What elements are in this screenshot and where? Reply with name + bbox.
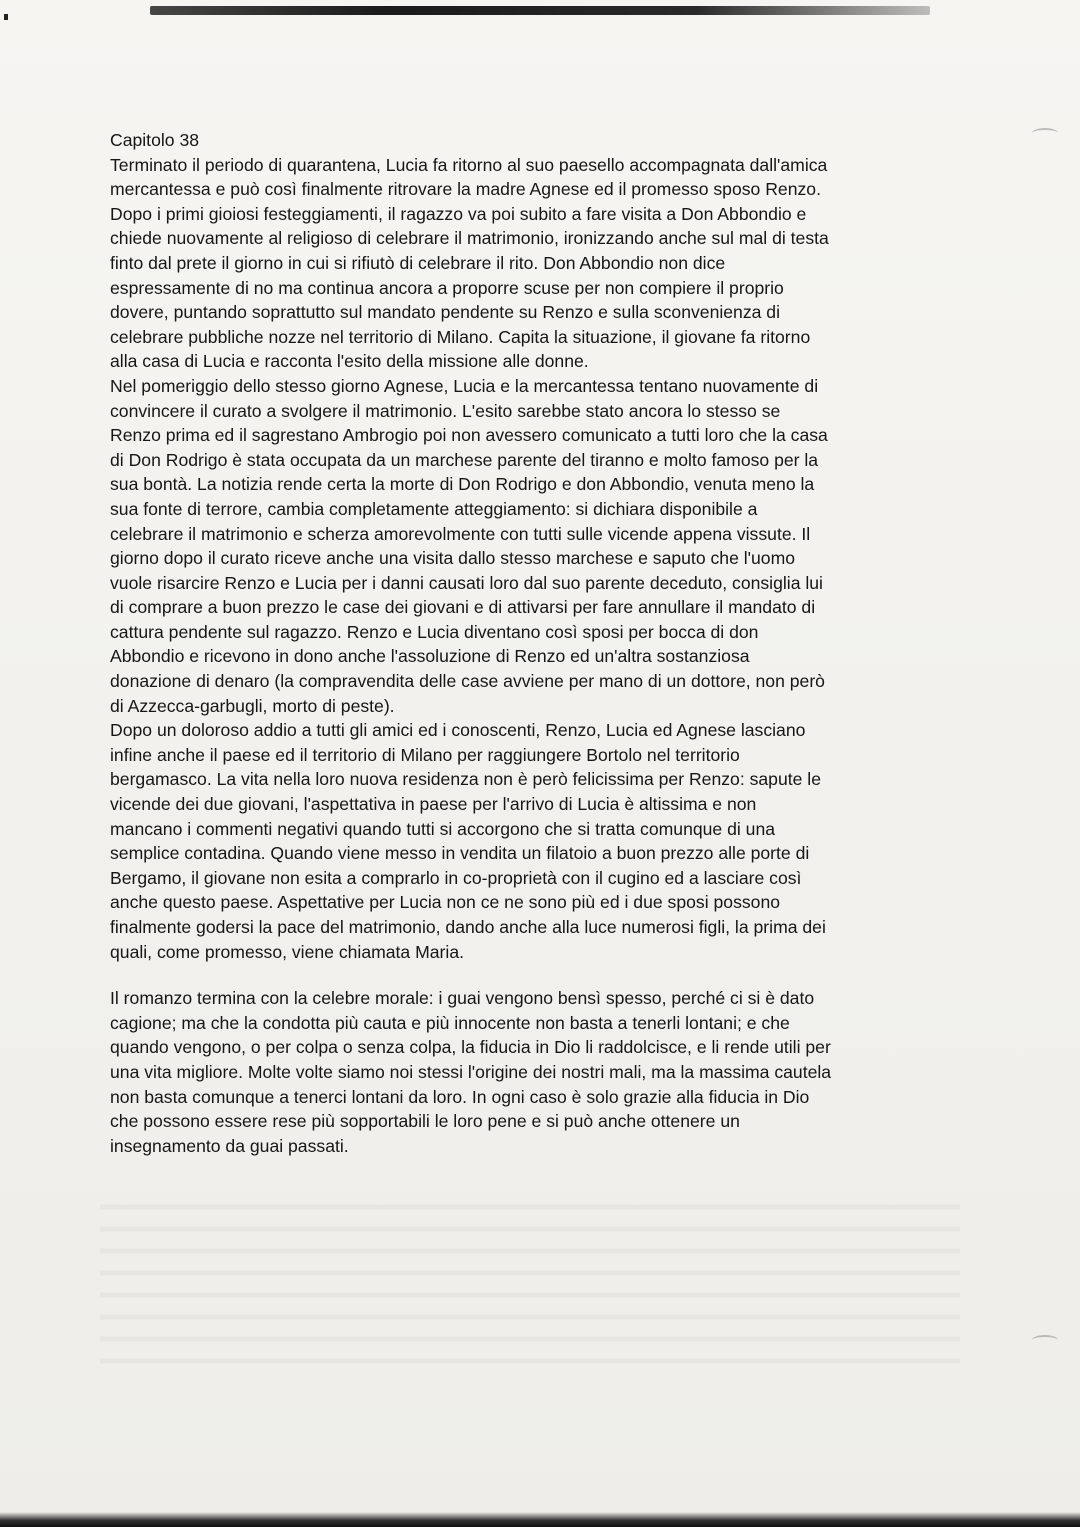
edge-mark	[1032, 128, 1058, 138]
text-line: vicende dei due giovani, l'aspettativa in paese per l'arrivo di Lucia è altissima e non	[110, 794, 757, 815]
text-line: Abbondio e ricevono in dono anche l'assoluzione di Renzo ed un'altra sostanziosa	[110, 646, 750, 667]
scan-top-shadow	[150, 6, 930, 15]
scan-bottom-shadow	[0, 1512, 1080, 1527]
paragraph-3	[110, 718, 940, 964]
text-line: chiede nuovamente al religioso di celebrare il matrimonio, ironizzando anche sul mal di testa	[110, 228, 829, 249]
paragraph-gap	[110, 964, 940, 986]
text-line: celebrare pubbliche nozze nel territorio di Milano. Capita la situazione, il giovane fa ritorno	[110, 326, 811, 347]
text-line: cagione; ma che la condotta più cauta e più innocente non basta a tenerli lontani; e che	[110, 1012, 790, 1033]
text-line: di Azzecca-garbugli, morto di peste).	[110, 695, 395, 716]
text-line: vuole risarcire Renzo e Lucia per i danni causati loro dal suo parente deceduto, consiglia lui	[110, 572, 823, 593]
text-line: celebrare il matrimonio e scherza amorevolmente con tutti sulle vicende appena vissute. Il	[110, 523, 811, 544]
text-line: mercantessa e può così finalmente ritrovare la madre Agnese ed il promesso sposo Renzo.	[110, 179, 821, 200]
text-line: convincere il curato a svolgere il matrimonio. L'esito sarebbe stato ancora lo stesso se	[110, 400, 781, 421]
text-line: infine anche il paese ed il territorio di Milano per raggiungere Bortolo nel territorio	[110, 744, 740, 765]
chapter-heading: Capitolo 38	[110, 130, 200, 150]
text-line: dovere, puntando soprattutto sul mandato pendente su Renzo e sulla sconvenienza di	[110, 302, 780, 323]
text-line: Il romanzo termina con la celebre morale: i guai vengono bensì spesso, perché ci si è dato	[110, 988, 815, 1009]
text-line: donazione di denaro (la compravendita delle case avviene per mano di un dottore, non però	[110, 671, 825, 692]
bleed-through-text	[100, 1190, 960, 1380]
text-line: finalmente godersi la pace del matrimonio, dando anche alla luce numerosi figli, la prima dei	[110, 917, 826, 937]
text-line: di comprare a buon prezzo le case dei giovani e di attivarsi per fare annullare il mandato di	[110, 597, 816, 618]
edge-mark	[1032, 1335, 1058, 1345]
text-line: cattura pendente sul ragazzo. Renzo e Lucia diventano così sposi per bocca di don	[110, 621, 759, 642]
paragraph-1	[110, 153, 940, 374]
text-line: espressamente di no ma continua ancora a proporre scuse per non compiere il proprio	[110, 277, 784, 298]
text-line: mancano i commenti negativi quando tutti si accorgono che si tratta comunque di una	[110, 818, 776, 839]
text-line: finto dal prete il giorno in cui si rifiutò di celebrare il rito. Don Abbondio non dice	[110, 252, 726, 273]
text-line: Nel pomeriggio dello stesso giorno Agnese, Lucia e la mercantessa tentano nuovamente di	[110, 375, 819, 396]
text-line: Dopo i primi gioiosi festeggiamenti, il ragazzo va poi subito a fare visita a Don Abbondio e	[110, 203, 807, 224]
paragraph-2	[110, 374, 940, 718]
text-line: quando vengono, o per colpa o senza colpa, la fiducia in Dio li raddolcisce, e li rende utili per	[110, 1037, 831, 1058]
text-line: Renzo prima ed il sagrestano Ambrogio poi non avessero comunicato a tutti loro che la casa	[110, 425, 828, 446]
document-body	[110, 128, 940, 1158]
text-line: insegnamento da guai passati.	[110, 1135, 349, 1156]
text-line: Bergamo, il giovane non esita a comprarlo in co-proprietà con il cugino ed a lasciare così	[110, 867, 802, 888]
text-line: bergamasco. La vita nella loro nuova residenza non è però felicissima per Renzo: sapute le	[110, 769, 822, 790]
text-line: alla casa di Lucia e racconta l'esito della missione alle donne.	[110, 351, 589, 372]
text-line: una vita migliore. Molte volte siamo noi stessi l'origine dei nostri mali, ma la massima cautela	[110, 1061, 832, 1082]
text-line: Terminato il periodo di quarantena, Lucia fa ritorno al suo paesello accompagnata dall'amica	[110, 154, 828, 175]
text-line: anche questo paese. Aspettative per Lucia non ce ne sono più ed i due sposi possono	[110, 892, 781, 913]
text-line: di Don Rodrigo è stata occupata da un marchese parente del tiranno e molto famoso per la	[110, 449, 819, 470]
text-line: giorno dopo il curato riceve anche una visita dallo stesso marchese e saputo che l'uomo	[110, 548, 796, 569]
text-line: semplice contadina. Quando viene messo in vendita un filatoio a buon prezzo alle porte di	[110, 843, 810, 864]
text-line: Dopo un doloroso addio a tutti gli amici ed i conoscenti, Renzo, Lucia ed Agnese lasciano	[110, 720, 806, 741]
text-line: sua fonte di terrore, cambia completamente atteggiamento: si dichiara disponibile a	[110, 498, 758, 519]
scan-artifact	[4, 14, 8, 20]
paragraph-4	[110, 986, 940, 1158]
text-line: sua bontà. La notizia rende certa la morte di Don Rodrigo e don Abbondio, venuta meno la	[110, 474, 815, 495]
text-line: che possono essere rese più sopportabili le loro pene e si può anche ottenere un	[110, 1111, 740, 1132]
text-line: non basta comunque a tenerci lontani da loro. In ogni caso è solo grazie alla fiducia in Dio	[110, 1086, 810, 1107]
text-line: quali, come promesso, viene chiamata Maria.	[110, 941, 464, 962]
